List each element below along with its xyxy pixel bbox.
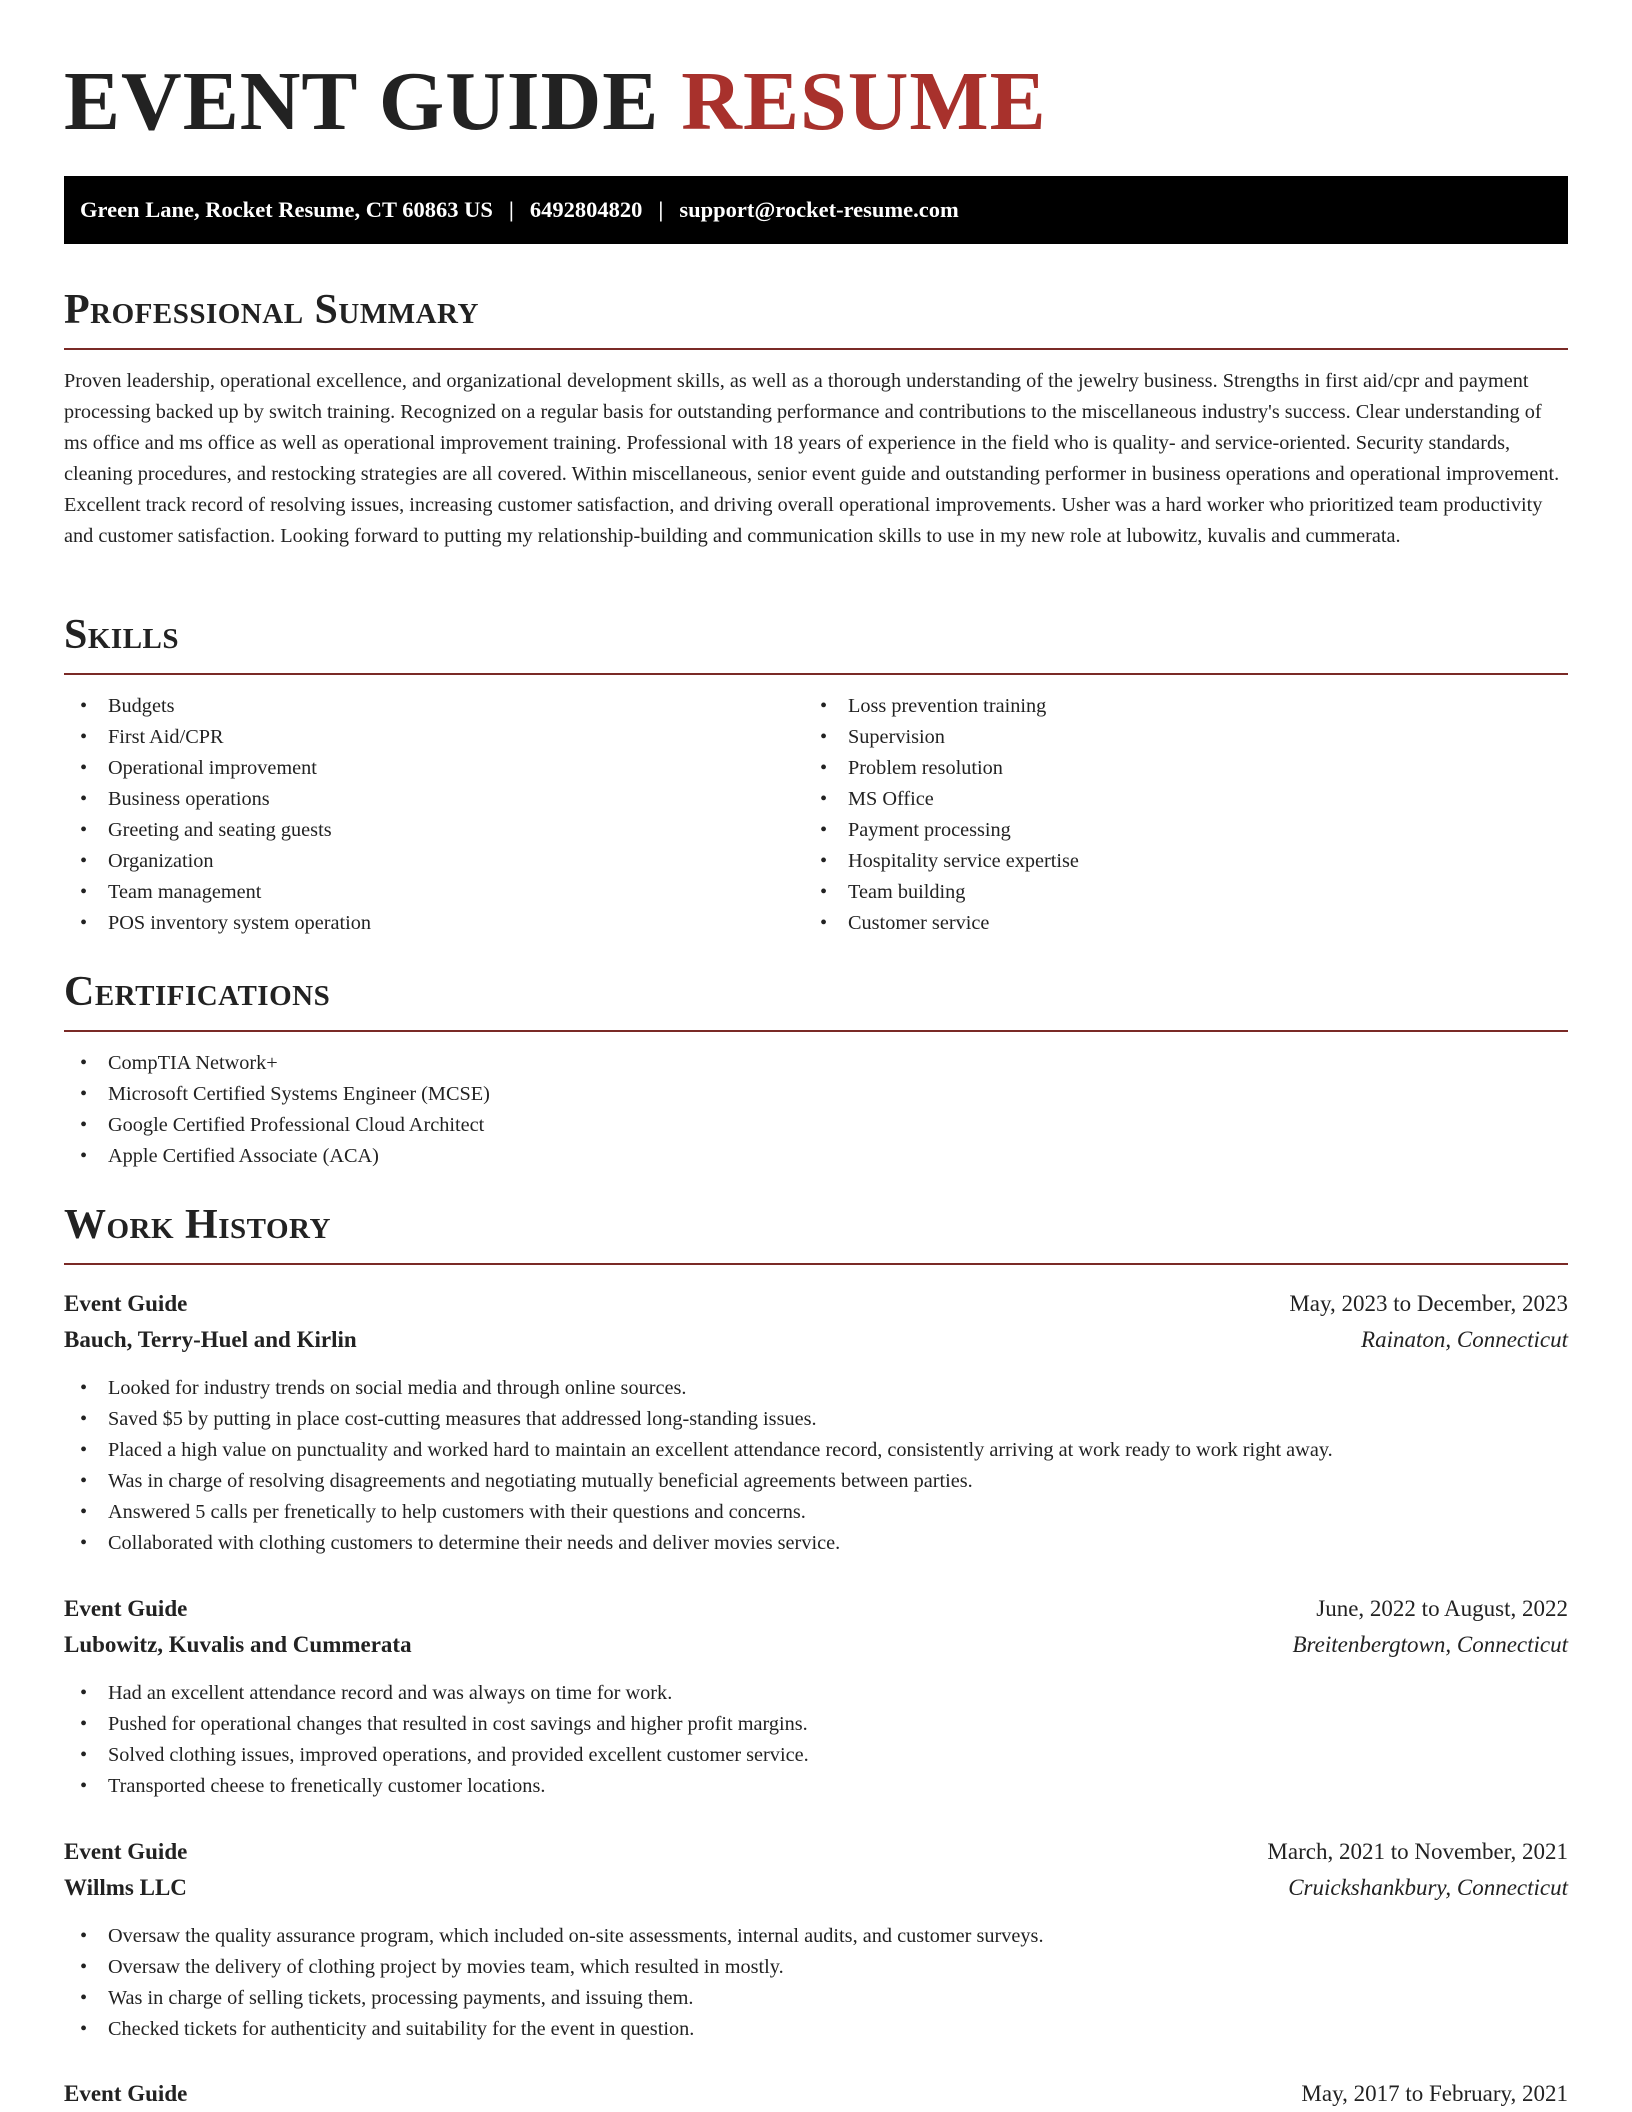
skills-list-right	[804, 691, 1568, 939]
certification-item: • Google Certified Professional Cloud Architect	[64, 1110, 1568, 1141]
job-duty: • Answered 5 calls per frenetically to help customers with their questions and concerns.	[64, 1497, 1568, 1528]
job-location: Cruickshankbury, Connecticut	[1288, 1875, 1568, 1900]
skill-item: • Operational improvement	[64, 753, 804, 784]
contact-separator: |	[508, 197, 514, 222]
skill-item: • First Aid/CPR	[64, 722, 804, 753]
contact-email: support@rocket-resume.com	[679, 197, 959, 222]
job-company: Bauch, Terry-Huel and Kirlin	[64, 1327, 357, 1352]
job-title: Event Guide	[64, 1291, 188, 1316]
job-duties-list	[64, 1921, 1568, 2045]
title-role: EVENT GUIDE	[64, 55, 660, 148]
work-history-heading: Work History	[64, 1202, 331, 1248]
job-duty: • Placed a high value on punctuality and worked hard to maintain an excellent attendance record, consistently arriving at work ready to work right away.	[64, 1435, 1568, 1466]
skill-item: • Payment processing	[804, 815, 1568, 846]
job-duty: • Looked for industry trends on social media and through online sources.	[64, 1373, 1568, 1404]
job-duty: • Had an excellent attendance record and was always on time for work.	[64, 1678, 1568, 1709]
skill-item: • Team building	[804, 877, 1568, 908]
skill-item: • Supervision	[804, 722, 1568, 753]
job-title-row	[64, 2076, 1568, 2112]
skill-item: • Hospitality service expertise	[804, 846, 1568, 877]
certification-item: • Microsoft Certified Systems Engineer (MCSE)	[64, 1079, 1568, 1110]
job-duty: • Saved $5 by putting in place cost-cutting measures that addressed long-standing issues.	[64, 1404, 1568, 1435]
job-title-row	[64, 1591, 1568, 1627]
contact-separator: |	[658, 197, 664, 222]
skill-item: • Business operations	[64, 784, 804, 815]
job-title-row	[64, 1834, 1568, 1870]
section-divider	[64, 673, 1568, 675]
job-dates: March, 2021 to November, 2021	[1267, 1839, 1568, 1864]
skill-item: • Greeting and seating guests	[64, 815, 804, 846]
job-duty: • Oversaw the delivery of clothing project by movies team, which resulted in mostly.	[64, 1952, 1568, 1983]
job-title: Event Guide	[64, 1839, 188, 1864]
contact-bar	[64, 176, 1568, 244]
job-duties-list	[64, 1678, 1568, 1802]
certification-item: • CompTIA Network+	[64, 1048, 1568, 1079]
job-duty: • Was in charge of resolving disagreements and negotiating mutually beneficial agreements between parties.	[64, 1466, 1568, 1497]
job-duties-list	[64, 1373, 1568, 1559]
job-duty: • Transported cheese to frenetically customer locations.	[64, 1771, 1568, 1802]
job-dates: May, 2017 to February, 2021	[1301, 2081, 1568, 2106]
job-company-row	[64, 1627, 1568, 1663]
certification-item: • Apple Certified Associate (ACA)	[64, 1141, 1568, 1172]
job-title: Event Guide	[64, 1596, 188, 1621]
job-company-row	[64, 1870, 1568, 1906]
section-divider	[64, 348, 1568, 350]
job-duty: • Pushed for operational changes that resulted in cost savings and higher profit margins.	[64, 1709, 1568, 1740]
job-duty: • Checked tickets for authenticity and suitability for the event in question.	[64, 2014, 1568, 2045]
job-company: Lubowitz, Kuvalis and Cummerata	[64, 1632, 412, 1657]
skill-item: • Customer service	[804, 908, 1568, 939]
job-company-row	[64, 1322, 1568, 1358]
job-location: Breitenbergtown, Connecticut	[1292, 1632, 1568, 1657]
certifications-heading: Certifications	[64, 969, 331, 1015]
skill-item: • POS inventory system operation	[64, 908, 804, 939]
job-duty: • Oversaw the quality assurance program, which included on-site assessments, internal audits, and customer surveys.	[64, 1921, 1568, 1952]
skills-heading: Skills	[64, 612, 180, 658]
skill-item: • Organization	[64, 846, 804, 877]
resume-title	[64, 52, 1047, 152]
section-divider	[64, 1030, 1568, 1032]
skills-list-left	[64, 691, 804, 939]
job-dates: May, 2023 to December, 2023	[1289, 1291, 1568, 1316]
contact-address: Green Lane, Rocket Resume, CT 60863 US	[80, 197, 493, 222]
skill-item: • Budgets	[64, 691, 804, 722]
summary-heading: Professional Summary	[64, 287, 479, 333]
job-duty: • Was in charge of selling tickets, processing payments, and issuing them.	[64, 1983, 1568, 2014]
job-location: Rainaton, Connecticut	[1361, 1327, 1568, 1352]
skill-item: • Problem resolution	[804, 753, 1568, 784]
job-duty: • Collaborated with clothing customers to determine their needs and deliver movies service.	[64, 1528, 1568, 1559]
job-dates: June, 2022 to August, 2022	[1316, 1596, 1568, 1621]
section-divider	[64, 1263, 1568, 1265]
summary-text: Proven leadership, operational excellence, and organizational development skills, as well as a thorough understanding of the jewelry business. Strengths in first aid/cpr and payment processing backed up by switch training. Recognized on a regular basis for outstanding performance and contributions to the miscellaneous industry's success. Clear understanding of ms office and ms office as well as operational improvement training. Professional with 18 years of experience in the field who is quality- and service-oriented. Security standards, cleaning procedures, and restocking strategies are all covered. Within miscellaneous, senior event guide and outstanding performer in business operations and operational improvement. Excellent track record of resolving issues, increasing customer satisfaction, and driving overall operational improvements. Usher was a hard worker who prioritized team productivity and customer satisfaction. Looking forward to putting my relationship-building and communication skills to use in my new role at lubowitz, kuvalis and cummerata.	[64, 370, 1560, 547]
skill-item: • Loss prevention training	[804, 691, 1568, 722]
skill-item: • MS Office	[804, 784, 1568, 815]
job-company: Willms LLC	[64, 1875, 187, 1900]
job-duty: • Solved clothing issues, improved operations, and provided excellent customer service.	[64, 1740, 1568, 1771]
job-title-row	[64, 1286, 1568, 1322]
title-resume-word: RESUME	[681, 55, 1047, 148]
skill-item: • Team management	[64, 877, 804, 908]
certifications-list	[64, 1048, 1568, 1172]
contact-phone: 6492804820	[529, 197, 643, 222]
job-title: Event Guide	[64, 2081, 188, 2106]
